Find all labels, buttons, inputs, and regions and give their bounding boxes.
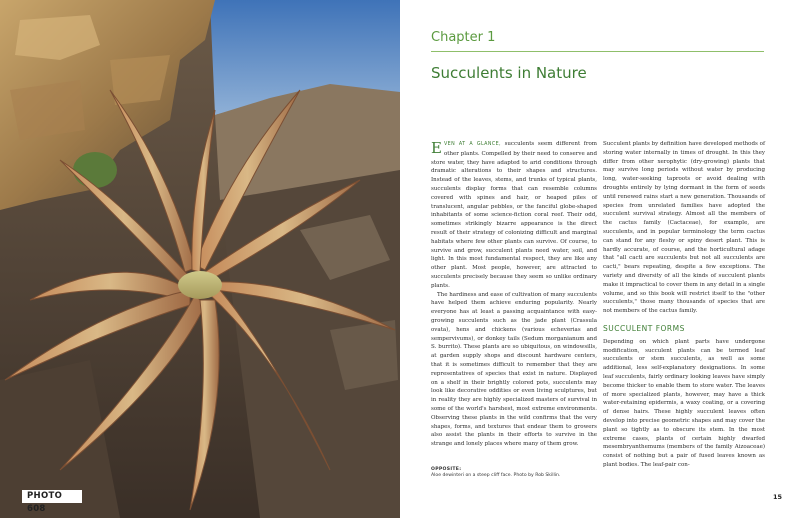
text-column-right: [603, 140, 765, 470]
paragraph-1-text: succulents seem different from other plants. Compelled by their need to conserve and store water, they have adapted to arid conditions through dramatic alterations to their shapes and structures. Instead of the leaves, stems, and trunks of typical plants, succulents display forms that can resemble columns covered with spines and hair, or heaped piles of translucent, angular pebbles, or the fanciful globe-shaped inhabitants of some science-fiction coral reef. Their odd, sometimes strikingly bizarre appearance is the direct result of their strategy of colonizing difficult and marginal habitats where few other plants can survive. Of course, to survive and grow, succulent plants need water, soil, and light. In this most fundamental respect, they are like any other plant. Most people, however, are attracted to succulents precisely because they seem so unlike ordinary plants.: [431, 141, 597, 289]
paragraph-4: Depending on which plant parts have undergone modification, succulent plants can be termed leaf succulents or stem succulents, as well as some additional, less self-explanatory designations. In some leaf succulents, fairly ordinary looking leaves have simply become thicker to enable them to store water. The leaves of more specialized plants, however, may have a thick water-retaining epidermis, a waxy coating, or a covering of dense hairs. These highly succulent leaves often develop into precise geometric shapes and may cover the plant so tightly as to obscure its stem. In the most extreme cases, plants of certain highly dwarfed mesembryanthemums (members of the family Aizoaceae) consist of nothing but a pair of fused leaves known as plant bodies. The leaf-pair con-: [603, 338, 765, 468]
section-heading: SUCCULENT FORMS: [603, 323, 685, 333]
caption-text: Aloe dewinteri on a steep cliff face. Photo by Rob Skillin.: [431, 473, 561, 479]
text-page: [400, 0, 800, 518]
paragraph-2: The hardiness and ease of cultivation of many succulents have helped them achieve enduring popularity. Nearly everyone has at least a passing acquaintance with easy-growing succulents such as the jade plant (Crassula ovata), hens and chickens (various echeverias and sempervivums), or donkey tails (Sedum morganianum and S. burrito). These plants are so ubiquitous, on windowsills, at garden supply shops and discount hardware centers, that it is sometimes difficult to remember that they are representatives of species that exist in nature. Displayed on a shelf in their brightly colored pots, succulents may look like decorative oddities or even living sculptures, but in reality they are highly specialized masters of survival in some of the world's harshest, most extreme environments. Observing these plants in the wild confirms that the very shapes, forms, and textures that endear them to growers also assist the plants in their efforts to survive in the strange and lonely places where many of them grow.: [431, 291, 597, 448]
text-column-left: [431, 140, 597, 449]
paragraph-3: Succulent plants by definition have developed methods of storing water internally in times of drought. In this they differ from other xerophytic (dry-growing) plants that may survive long periods without water by producing long, water-seeking taproots or avoid dealing with droughts entirely by lying dormant in the form of seeds until renewed rains start a new generation. Thousands of species from unrelated families have adopted the succulent survival strategy. Almost all the members of the cactus family (Cactaceae), for example, are succulents, and in popular terminology the term cactus can stand for any fleshy or spiny desert plant. This is hardly accurate, of course, and the horticultural adage that "all cacti are succulents but not all succulents are cacti," bears repeating, despite a few exceptions. The variety and diversity of all the kinds of succulent plants make it impractical to cover them in any detail in a single volume, and so this book will restrict itself to the "other succulents," those many thousands of species that are not members of the cactus family.: [603, 141, 765, 315]
page-number: 15: [773, 493, 783, 501]
lead-in: VEN AT A GLANCE,: [443, 142, 501, 147]
chapter-title: Succulents in Nature: [431, 64, 587, 82]
paragraph-1: [431, 140, 597, 291]
chapter-label: Chapter 1: [431, 30, 496, 45]
photo-caption: [431, 467, 597, 480]
caption-heading: OPPOSITE:: [431, 467, 462, 472]
photo-number-label: PHOTO 608: [22, 490, 82, 503]
chapter-divider: [431, 51, 764, 52]
drop-cap: E: [431, 139, 442, 157]
